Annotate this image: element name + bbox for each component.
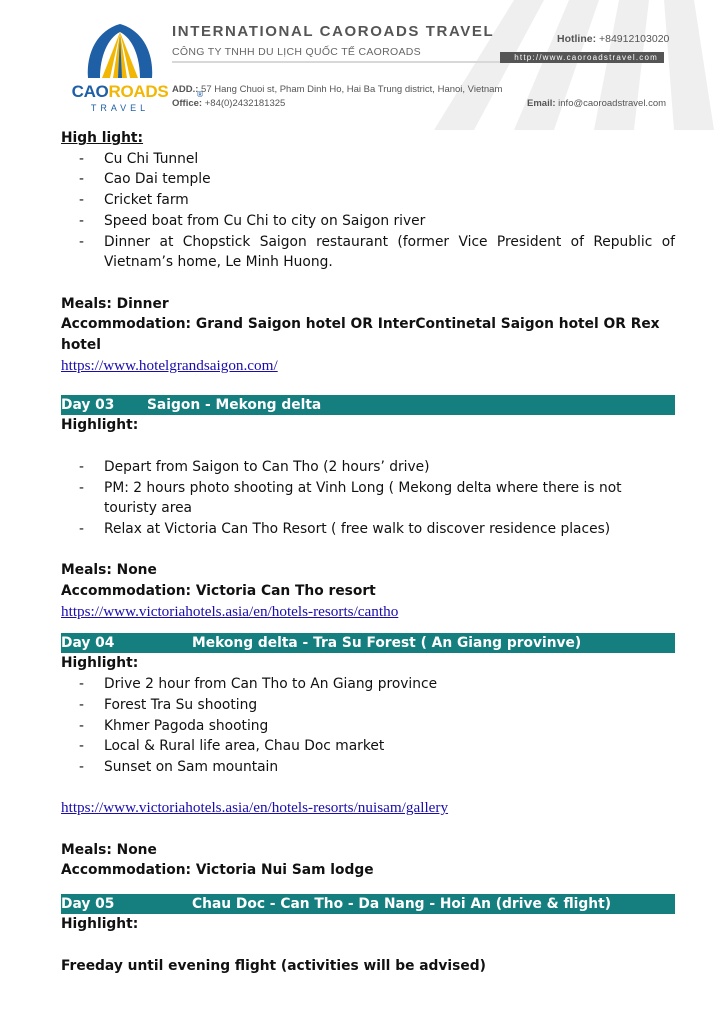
website-bar[interactable] bbox=[500, 52, 664, 63]
list-item: - Cu Chi Tunnel bbox=[61, 149, 675, 170]
list-item: - Speed boat from Cu Chi to city on Saigon river bbox=[61, 211, 675, 232]
list-item: - Local & Rural life area, Chau Doc market bbox=[61, 736, 675, 757]
day04-highlight-list bbox=[61, 674, 675, 778]
company-name-vietnamese: CÔNG TY TNHH DU LỊCH QUỐC TẾ CAOROADS bbox=[172, 46, 421, 58]
day02-accommodation: Accommodation: Grand Saigon hotel OR InterContinetal Saigon hotel OR Rex hotel bbox=[61, 316, 660, 354]
itinerary-body bbox=[61, 128, 675, 976]
day04-highlight-heading: Highlight: bbox=[61, 655, 139, 672]
website-link[interactable]: http://www.caoroadstravel.com bbox=[514, 53, 658, 62]
list-item: - Forest Tra Su shooting bbox=[61, 695, 675, 716]
day02-highlight-heading: High light: bbox=[61, 130, 144, 146]
day04-title: Mekong delta - Tra Su Forest ( An Giang provinve) bbox=[192, 635, 582, 652]
day02-highlight-list bbox=[61, 149, 675, 273]
day03-number: Day 03 bbox=[61, 397, 115, 414]
list-item: - Cricket farm bbox=[61, 190, 675, 211]
road-logo-icon bbox=[80, 22, 160, 80]
day05-note: Freeday until evening flight (activities will be advised) bbox=[61, 957, 486, 974]
day03-title: Saigon - Mekong delta bbox=[147, 397, 322, 414]
list-item: - Dinner at Chopstick Saigon restaurant (former Vice President of Republic of Vietnam’s home, Le Minh Huong. bbox=[61, 232, 675, 273]
list-item: - Relax at Victoria Can Tho Resort ( free walk to discover residence places) bbox=[61, 519, 675, 540]
list-item: - Khmer Pagoda shooting bbox=[61, 716, 675, 737]
list-item: - Depart from Saigon to Can Tho (2 hours’ drive) bbox=[61, 457, 675, 478]
list-item: - PM: 2 hours photo shooting at Vinh Long ( Mekong delta where there is not touristy area bbox=[61, 478, 675, 519]
day05-title: Chau Doc - Can Tho - Da Nang - Hoi An (drive & flight) bbox=[192, 896, 612, 913]
email: Email: info@caoroadstravel.com bbox=[527, 98, 667, 109]
registered-mark: ® bbox=[196, 90, 204, 99]
logo-wordmark: CAOROADS bbox=[71, 82, 169, 101]
day05-header-bar bbox=[61, 894, 675, 914]
day02-hotel-link[interactable]: https://www.hotelgrandsaigon.com/ bbox=[61, 356, 278, 374]
day03-accommodation: Accommodation: Victoria Can Tho resort bbox=[61, 583, 376, 600]
day05-number: Day 05 bbox=[61, 896, 115, 913]
day04-accommodation: Accommodation: Victoria Nui Sam lodge bbox=[61, 862, 374, 879]
list-item: - Sunset on Sam mountain bbox=[61, 757, 675, 778]
company-name: INTERNATIONAL CAOROADS TRAVEL bbox=[172, 23, 495, 40]
list-item: - Cao Dai temple bbox=[61, 169, 675, 190]
day03-header-bar bbox=[61, 395, 675, 415]
address: ADD.: 57 Hang Chuoi st, Pham Dinh Ho, Hai Ba Trung district, Hanoi, Vietnam bbox=[172, 84, 503, 95]
day03-hotel-link[interactable]: https://www.victoriahotels.asia/en/hotels-resorts/cantho bbox=[61, 602, 399, 620]
logo-subtitle: TRAVEL bbox=[90, 103, 150, 113]
day02-meals: Meals: Dinner bbox=[61, 295, 169, 312]
day05-highlight-heading: Highlight: bbox=[61, 916, 139, 933]
page-header bbox=[0, 0, 724, 120]
day04-header-bar bbox=[61, 633, 675, 653]
day04-hotel-link[interactable]: https://www.victoriahotels.asia/en/hotels-resorts/nuisam/gallery bbox=[61, 799, 449, 817]
day04-number: Day 04 bbox=[61, 635, 115, 652]
day03-highlight-list bbox=[61, 457, 675, 540]
office-phone: Office: +84(0)2432181325 bbox=[172, 98, 286, 109]
list-item: - Drive 2 hour from Can Tho to An Giang province bbox=[61, 674, 675, 695]
day03-highlight-heading: Highlight: bbox=[61, 417, 139, 434]
day03-meals: Meals: None bbox=[61, 562, 157, 579]
hotline: Hotline: +84912103020 bbox=[557, 33, 670, 45]
day04-meals: Meals: None bbox=[61, 841, 157, 858]
